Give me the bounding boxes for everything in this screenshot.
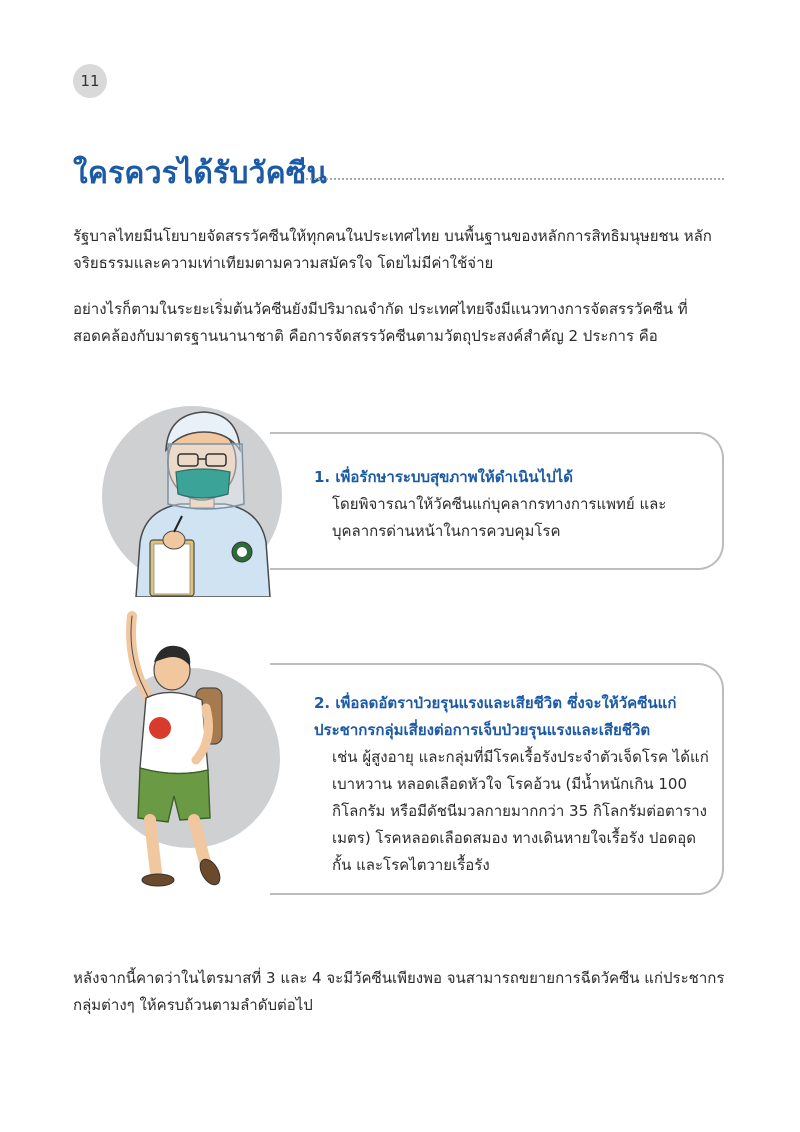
item-2 xyxy=(314,690,714,879)
item-1 xyxy=(314,464,714,545)
page-number: 11 xyxy=(73,64,107,98)
closing-paragraph: หลังจากนี้คาดว่าในไตรมาสที่ 3 และ 4 จะมีวัคซีนเพียงพอ จนสามารถขยายการฉีดวัคซีน แก่ประชากรกลุ่มต่างๆ ให้ครบถ้วนตามลำดับต่อไป xyxy=(73,969,725,1014)
page-title: ใครควรได้รับวัคซีน xyxy=(73,156,328,191)
item-2-body: เช่น ผู้สูงอายุ และกลุ่มที่มีโรคเรื้อรังประจำตัวเจ็ดโรค ได้แก่ เบาหวาน หลอดเลือดหัวใจ โรคอ้วน (มีน้ำหนักเกิน 100 กิโลกรัม หรือมีดัชนีมวลกายมากกว่า 35 กิโลกรัมต่อตารางเมตร) โรคหลอดเลือดสมอง ทางเดินหายใจเรื้อรัง ปอดอุดกั้น และโรคไตวายเรื้อรัง xyxy=(332,748,709,874)
healthcare-worker-illustration xyxy=(110,392,290,597)
item-2-heading: 2. เพื่อลดอัตราป่วยรุนแรงและเสียชีวิต ซึ่งจะให้วัคซีนแก่ประชากรกลุ่มเสี่ยงต่อการเจ็บป่วยรุนแรงและเสียชีวิต xyxy=(314,694,677,739)
item-1-body: โดยพิจารณาให้วัคซีนแก่บุคลากรทางการแพทย์ และบุคลากรด่านหน้าในการควบคุมโรค xyxy=(332,495,667,540)
intro-paragraph-1: รัฐบาลไทยมีนโยบายจัดสรรวัคซีนให้ทุกคนในประเทศไทย บนพื้นฐานของหลักการสิทธิมนุษยชน หลักจริยธรรมและความเท่าเทียมตามความสมัครใจ โดยไม่มีค่าใช้จ่าย xyxy=(73,227,712,272)
waving-person-illustration xyxy=(110,610,240,910)
title-divider xyxy=(306,178,724,180)
item-1-heading: 1. เพื่อรักษาระบบสุขภาพให้ดำเนินไปได้ xyxy=(314,468,573,486)
intro-paragraph-2: อย่างไรก็ตามในระยะเริ่มต้นวัคซีนยังมีปริมาณจำกัด ประเทศไทยจึงมีแนวทางการจัดสรรวัคซีน ที่สอดคล้องกับมาตรฐานนานาชาติ คือการจัดสรรวัคซีนตามวัตถุประสงค์สำคัญ 2 ประการ คือ xyxy=(73,300,688,345)
